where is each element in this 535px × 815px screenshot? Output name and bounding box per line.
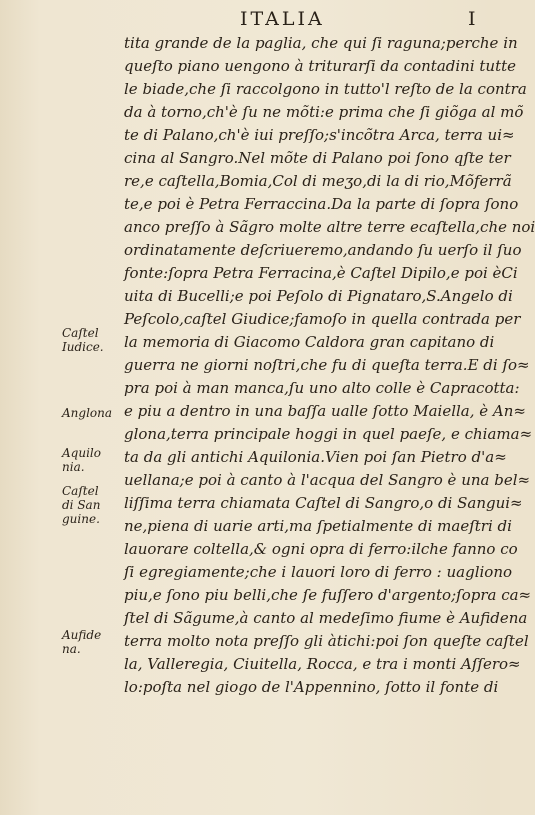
body-line: ſi egregiamente;che i lauori loro di ferro : uagliono (124, 563, 513, 581)
body-line: uita di Bucelli;e poi Peſolo di Pignataro,S.Angelo di (124, 287, 513, 305)
body-line: la, Valleregia, Ciuitella, Rocca, e tra i monti Aſſero≈ (124, 655, 521, 673)
margin-note-line: na. (62, 642, 81, 656)
body-line: uellana;e poi à canto à l'acqua del Sangro è una bel≈ (124, 471, 531, 489)
folio-number: I (468, 8, 476, 30)
body-line: e piu a dentro in una baſſa ualle ſotto Maiella, è An≈ (124, 402, 526, 420)
body-line: tita grande de la paglia, che qui ſi raguna;perche in (124, 34, 518, 52)
body-line: guerra ne giorni noſtri,che fu di queſta terra.E di ſo≈ (124, 356, 530, 374)
margin-note-aquilonia (62, 446, 118, 474)
margin-note-line: di San (62, 498, 101, 512)
body-line: da à torno,ch'è ſu ne mõti:e prima che ſi giõga al mõ (124, 103, 524, 121)
body-line: Peſcolo,caſtel Giudice;famoſo in quella contrada per (124, 310, 521, 328)
margin-note-castel-di-sanguine (62, 484, 118, 526)
body-line: queſto piano uengono à triturarſi da contadini tutte (124, 57, 517, 75)
body-line: te di Palano,ch'è iui preſſo;s'incõtra Arca, terra ui≈ (124, 126, 515, 144)
body-line: le biade,che ſi raccolgono in tutto'l reſto de la contra (124, 80, 527, 98)
body-line: ordinatamente deſcriueremo,andando ſu uerſo il ſuo (124, 241, 522, 259)
body-line: lo:poſta nel giogo de l'Appennino, ſotto il fonte di (124, 678, 499, 696)
body-line: re,e caſtella,Bomia,Col di meʒo,di la di rio,Mõferrã (124, 172, 512, 190)
page-header (0, 8, 500, 32)
margin-note-line: Iudice. (62, 340, 104, 354)
margin-note-line: Anglona (62, 406, 113, 420)
running-title: ITALIA (240, 8, 325, 30)
body-line: la memoria di Giacomo Caldora gran capitano di (124, 333, 495, 351)
margin-note-castel-iudice (62, 326, 118, 354)
margin-note-line: Caſtel (62, 326, 99, 340)
body-line: pra poi à man manca,ſu uno alto colle è Capracotta: (124, 379, 520, 397)
body-text (124, 32, 535, 699)
margin-note-line: guine. (62, 512, 100, 526)
margin-note-anglona (62, 406, 118, 420)
margin-note-line: Aufide (62, 628, 102, 642)
margin-note-line: Caſtel (62, 484, 99, 498)
body-line: ta da gli antichi Aquilonia.Vien poi ſan Pietro d'a≈ (124, 448, 507, 466)
margin-note-aufidena (62, 628, 118, 656)
body-line: cina al Sangro.Nel mõte di Palano poi ſono qſte ter (124, 149, 511, 167)
body-line: ne,piena di uarie arti,ma ſpetialmente di maeſtri di (124, 517, 512, 535)
body-line: anco preſſo à Sãgro molte altre terre ecaſtella,che noi (124, 218, 535, 236)
body-line: terra molto nota preſſo gli àtichi:poi ſon queſte caſtel (124, 632, 529, 650)
margin-note-line: Aquilo (62, 446, 101, 460)
margin-note-line: nia. (62, 460, 85, 474)
body-line: piu,e ſono piu belli,che ſe fuſſero d'argento;ſopra ca≈ (124, 586, 532, 604)
body-line: te,e poi è Petra Ferraccina.Da la parte di ſopra ſono (124, 195, 519, 213)
body-line: liſſima terra chiamata Caſtel di Sangro,o di Sangui≈ (124, 494, 523, 512)
body-line: fonte:ſopra Petra Ferracina,è Caſtel Dipilo,e poi èCi (124, 264, 518, 282)
body-line: ſtel di Sãgume,à canto al medeſimo fiume è Aufidena (124, 609, 528, 627)
body-line: glona,terra principale hoggi in quel paeſe, e chiama≈ (124, 425, 533, 443)
body-line: lauorare coltella,& ogni opra di ferro:ilche fanno co (124, 540, 518, 558)
